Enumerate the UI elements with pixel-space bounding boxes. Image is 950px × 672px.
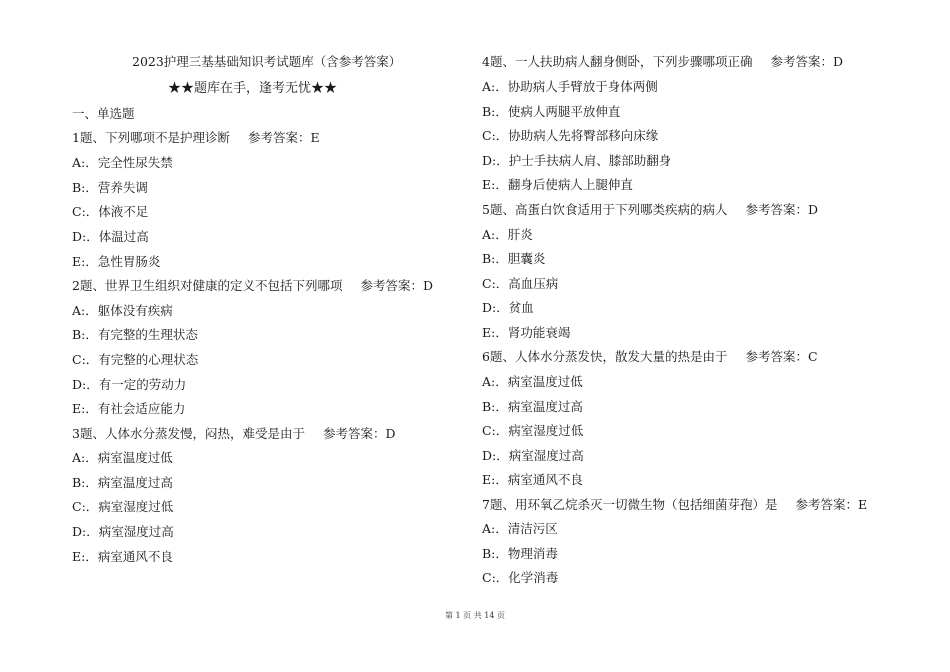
reference-answer: 参考答案：D (360, 278, 433, 293)
question-1 (72, 130, 320, 146)
option-d: D:．体温过高 (72, 229, 149, 244)
option-a: A:．协助病人手臂放于身体两侧 (482, 79, 658, 94)
option-c: C:．病室湿度过低 (72, 499, 174, 514)
option-e: E:．病室通风不良 (482, 472, 583, 487)
option-d: D:．有一定的劳动力 (72, 377, 187, 392)
question-stem: 2题、世界卫生组织对健康的定义不包括下列哪项 (72, 278, 343, 293)
option-c: C:．化学消毒 (482, 570, 559, 585)
question-stem: 3题、人体水分蒸发慢，闷热，难受是由于 (72, 426, 305, 441)
document-title: 2023护理三基基础知识考试题库（含参考答案） (132, 54, 402, 69)
reference-answer: 参考答案：C (745, 349, 818, 364)
option-e: E:．肾功能衰竭 (482, 325, 571, 340)
question-stem: 6题、人体水分蒸发快，散发大量的热是由于 (482, 349, 728, 364)
question-5 (482, 202, 818, 218)
question-4 (482, 54, 843, 70)
option-a: A:．完全性尿失禁 (72, 155, 173, 170)
option-d: D:．护士手扶病人肩、膝部助翻身 (482, 153, 672, 168)
reference-answer: 参考答案：D (745, 202, 818, 217)
question-7 (482, 497, 867, 513)
option-c: C:．高血压病 (482, 276, 559, 291)
option-e: E:．病室通风不良 (72, 549, 173, 564)
reference-answer: 参考答案：E (247, 130, 320, 145)
option-b: B:．病室温度过高 (72, 475, 173, 490)
option-b: B:．物理消毒 (482, 546, 558, 561)
question-stem: 5题、高蛋白饮食适用于下列哪类疾病的病人 (482, 202, 728, 217)
option-e: E:．急性胃肠炎 (72, 254, 161, 269)
option-d: D:．贫血 (482, 300, 534, 315)
section-heading: 一、单选题 (72, 106, 135, 121)
option-d: D:．病室湿度过高 (72, 524, 174, 539)
option-b: B:．有完整的生理状态 (72, 327, 198, 342)
question-stem: 1题、下列哪项不是护理诊断 (72, 130, 230, 145)
question-6 (482, 349, 818, 365)
option-a: A:．肝炎 (482, 227, 533, 242)
option-d: D:．病室湿度过高 (482, 448, 584, 463)
option-c: C:．病室湿度过低 (482, 423, 584, 438)
document-subtitle: ★★题库在手，逢考无忧★★ (168, 81, 338, 96)
option-b: B:．营养失调 (72, 180, 148, 195)
option-e: E:．有社会适应能力 (72, 401, 186, 416)
question-stem: 7题、用环氧乙烷杀灭一切微生物（包括细菌芽孢）是 (482, 497, 778, 512)
question-stem: 4题、一人扶助病人翻身侧卧，下列步骤哪项正确 (482, 54, 753, 69)
option-b: B:．病室温度过高 (482, 399, 583, 414)
option-c: C:．有完整的心理状态 (72, 352, 199, 367)
option-b: B:．胆囊炎 (482, 251, 546, 266)
option-a: A:．躯体没有疾病 (72, 303, 173, 318)
option-c: C:．协助病人先将臀部移向床缘 (482, 128, 659, 143)
option-a: A:．清洁污区 (482, 521, 558, 536)
question-2 (72, 278, 433, 294)
option-a: A:．病室温度过低 (72, 450, 173, 465)
page-footer: 第 1 页 共 14 页 (445, 611, 505, 620)
question-3 (72, 426, 396, 442)
option-a: A:．病室温度过低 (482, 374, 583, 389)
reference-answer: 参考答案：E (795, 497, 868, 512)
reference-answer: 参考答案：D (770, 54, 843, 69)
option-e: E:．翻身后使病人上腿伸直 (482, 177, 633, 192)
option-b: B:．使病人两腿平放伸直 (482, 104, 621, 119)
option-c: C:．体液不足 (72, 204, 149, 219)
reference-answer: 参考答案：D (322, 426, 396, 441)
